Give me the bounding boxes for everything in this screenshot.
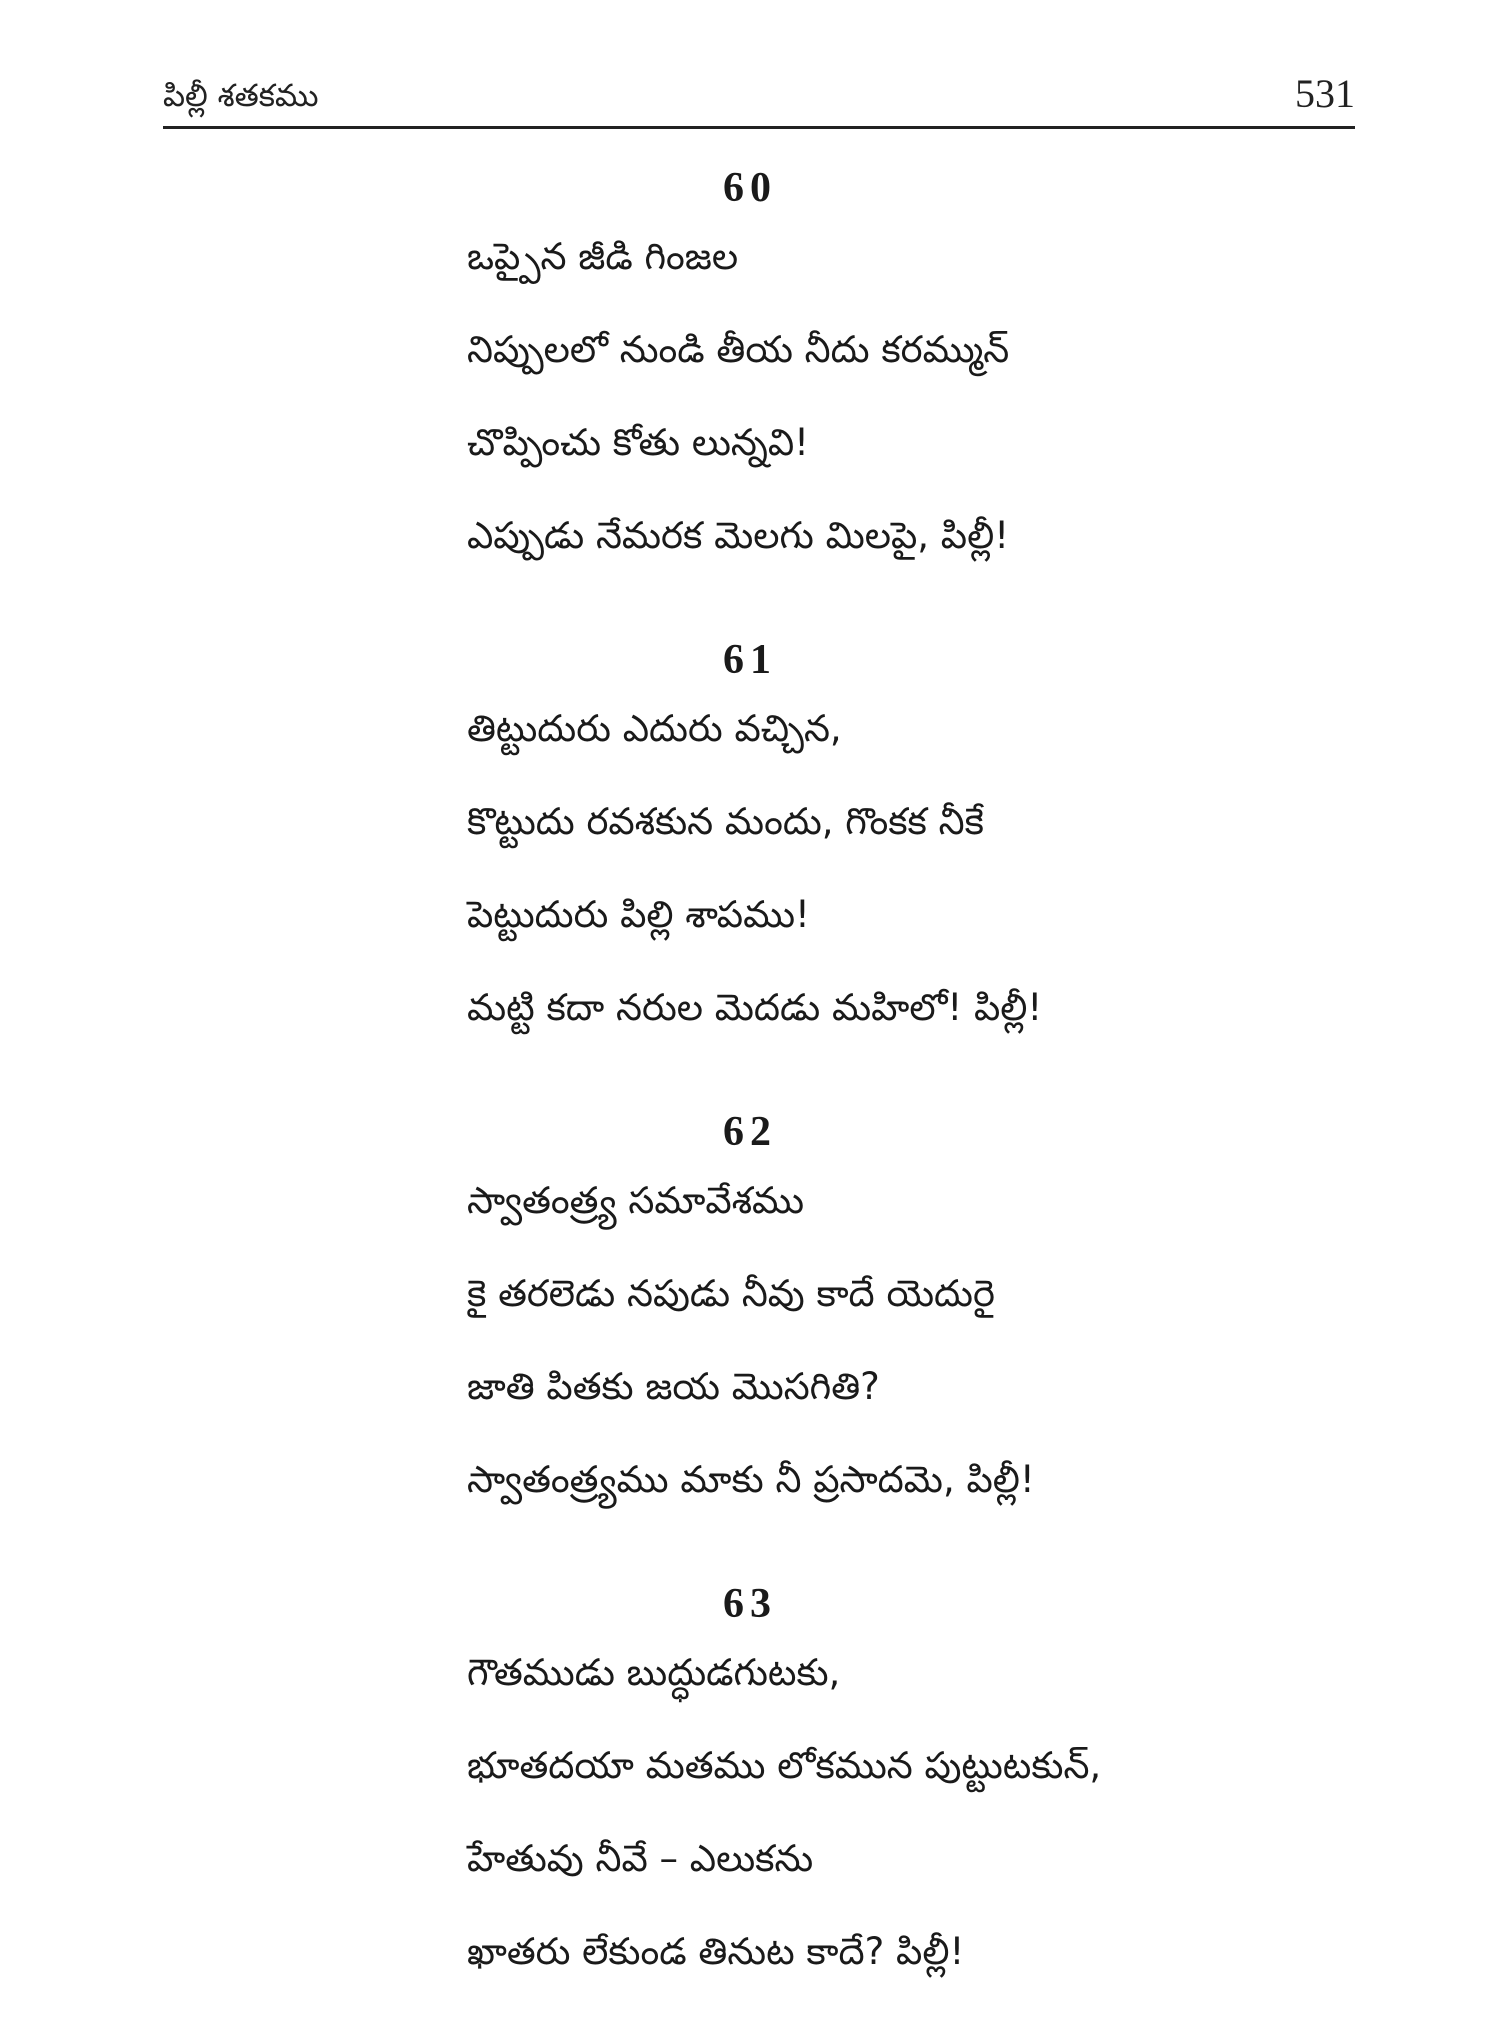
running-title: పిల్లీ శతకము <box>163 78 319 114</box>
poem-line: పెట్టుదురు పిల్లి శాపము! <box>467 893 810 936</box>
poem-61 <box>0 622 1500 1094</box>
poem-line: గౌతముడు బుద్ధుడగుటకు, <box>467 1651 841 1694</box>
poem-line: స్వాతంత్ర్యము మాకు నీ ప్రసాదమె, పిల్లీ! <box>467 1458 1035 1501</box>
poem-number: 62 <box>723 1109 777 1155</box>
poem-line: ఒప్పైన జీడి గింజల <box>467 235 739 278</box>
poem-line: ఎప్పుడు నేమరక మెలగు మిలపై, పిల్లీ! <box>467 514 1010 557</box>
poem-60 <box>0 150 1500 622</box>
poem-line: స్వాతంత్ర్య సమావేశము <box>467 1179 804 1222</box>
poem-lines <box>467 706 1227 1078</box>
page-number: 531 <box>1295 71 1355 116</box>
poem-number: 61 <box>723 637 777 683</box>
poem-line: కొట్టుదు రవశకున మందు, గొంకక నీకే <box>467 800 984 843</box>
page-header <box>163 64 1355 129</box>
poem-62 <box>0 1094 1500 1566</box>
poem-line: మట్టి కదా నరుల మెదడు మహిలో! పిల్లీ! <box>467 986 1043 1029</box>
poem-lines <box>467 1178 1227 1550</box>
poem-line: కై తరలెడు నపుడు నీవు కాదే యెదురై <box>467 1272 995 1315</box>
poem-line: నిప్పులలో నుండి తీయ నీదు కరమ్మున్ <box>467 328 1010 371</box>
poem-number: 63 <box>723 1581 777 1627</box>
poem-63 <box>0 1566 1500 2038</box>
poem-lines <box>467 234 1227 606</box>
poem-line: ఖాతరు లేకుండ తినుట కాదే? పిల్లీ! <box>467 1930 965 1973</box>
poem-list <box>0 150 1500 2038</box>
poem-number: 60 <box>723 165 777 211</box>
poem-lines <box>467 1650 1227 2022</box>
poem-line: జాతి పితకు జయ మొసగితి? <box>467 1365 880 1408</box>
poem-line: తిట్టుదురు ఎదురు వచ్చిన, <box>467 707 842 750</box>
poem-line: చొప్పించు కోతు లున్నవి! <box>467 421 809 464</box>
poem-line: భూతదయా మతము లోకమున పుట్టుటకున్, <box>467 1744 1102 1787</box>
poem-line: హేతువు నీవే – ఎలుకను <box>467 1837 814 1880</box>
